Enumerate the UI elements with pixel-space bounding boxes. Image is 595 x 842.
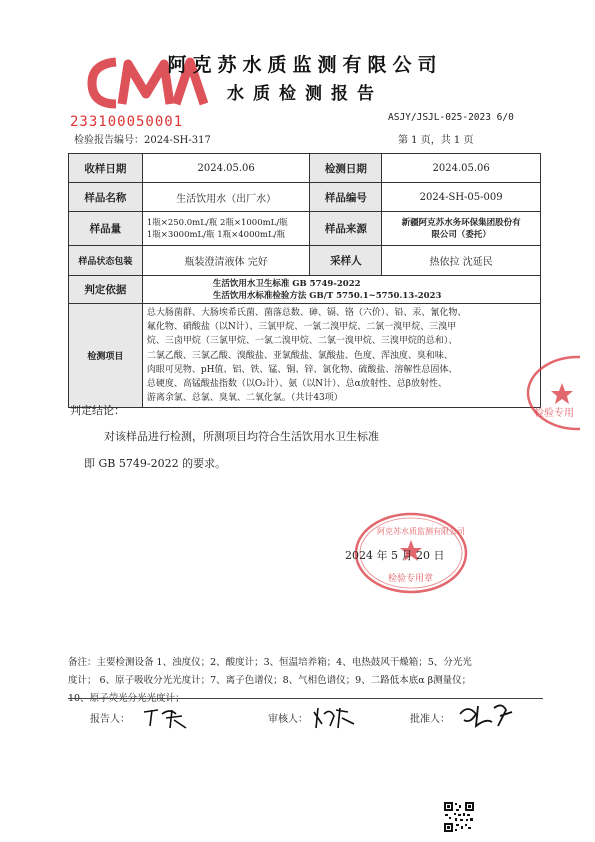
sample-code-label: 样品编号 xyxy=(310,183,382,212)
qr-code xyxy=(444,802,474,832)
sample-source-label: 样品来源 xyxy=(310,212,382,246)
approver xyxy=(410,710,450,725)
report-number-value: 2024-SH-317 xyxy=(144,135,211,146)
reviewer-signature xyxy=(310,704,358,730)
report-number xyxy=(74,131,211,146)
recv-date-label: 收样日期 xyxy=(69,154,143,183)
reporter-signature xyxy=(140,704,190,730)
test-date-label: 检测日期 xyxy=(310,154,382,183)
report-date: 2024 年 5 月 20 日 xyxy=(345,549,445,562)
sample-state-value: 瓶装澄清液体 完好 xyxy=(142,246,310,276)
recv-date-value: 2024.05.06 xyxy=(142,154,310,183)
sampler-label: 采样人 xyxy=(310,246,382,276)
cma-number: 233100050001 xyxy=(70,114,184,130)
sampler-value: 热依拉 沈延民 xyxy=(382,246,541,276)
conclusion-line-1: 对该样品进行检测，所测项目均符合生活饮用水卫生标准 xyxy=(104,430,379,443)
sample-state-label: 样品状态包装 xyxy=(69,246,143,276)
items-line: 游离余氯、总氯、臭氧、二氧化氯。（共计43项） xyxy=(146,393,343,404)
note-line: 度计； 6、原子吸收分光光度计；7、离子色谱仪；8、气相色谱仪；9、二路低本底α β测量仪； xyxy=(68,675,472,686)
approver-label: 批准人： xyxy=(410,714,450,725)
conclusion-line-2: 即 GB 5749-2022 的要求。 xyxy=(84,457,227,470)
reviewer xyxy=(268,710,308,725)
reporter-label: 报告人： xyxy=(90,714,130,725)
items-value xyxy=(142,304,540,408)
items-line: 烷、三卤甲烷（三氯甲烷、一氯二溴甲烷、二氯一溴甲烷、三溴甲烷的总和）、 xyxy=(146,336,458,347)
doc-code: ASJY/JSJL-025-2023 6/0 xyxy=(388,112,514,123)
basis-value xyxy=(142,276,540,304)
items-line: 二氯乙酸、三氯乙酸、溴酸盐、亚氯酸盐、氯酸盐、色度、浑浊度、臭和味、 xyxy=(146,350,453,361)
sample-name-label: 样品名称 xyxy=(69,183,143,212)
items-line: 总大肠菌群、大肠埃希氏菌、菌落总数、砷、镉、铬（六价）、铅、汞、氰化物、 xyxy=(146,308,467,318)
sample-qty-value xyxy=(142,212,310,246)
sample-name-value: 生活饮用水（出厂水） xyxy=(142,183,310,212)
divider xyxy=(68,698,543,699)
info-table xyxy=(68,153,541,408)
seal-company-text: 阿克苏水质监测有限公司 xyxy=(377,527,465,536)
report-number-label: 检验报告编号： xyxy=(74,135,144,146)
items-line: 总硬度、高锰酸盐指数（以O₂计）、氨（以N计）、总α放射性、总β放射性、 xyxy=(146,379,447,390)
company-title: 阿克苏水质监测有限公司 xyxy=(167,54,443,76)
sample-qty-label: 样品量 xyxy=(69,212,143,246)
basis-line-2: 生活饮用水标准检验方法 GB/T 5750.1~5750.13-2023 xyxy=(212,290,442,301)
conclusion-label: 判定结论： xyxy=(70,404,125,417)
reviewer-label: 审核人： xyxy=(268,714,308,725)
side-seal-text: 检验专用 xyxy=(534,408,574,419)
approver-signature xyxy=(456,700,514,730)
qty-line-2: 1瓶×3000mL/瓶 1瓶×4000mL/瓶 xyxy=(146,229,285,240)
page-info: 第 1 页，共 1 页 xyxy=(398,135,474,146)
source-line-2: 限公司（委托） xyxy=(431,229,491,240)
basis-label: 判定依据 xyxy=(69,276,143,304)
reporter xyxy=(90,710,130,725)
sample-code-value: 2024-SH-05-009 xyxy=(382,183,541,212)
note-line: 备注：主要检测设备 1、浊度仪；2、酸度计；3、恒温培养箱；4、电热鼓风干燥箱；5、分光光 xyxy=(68,657,472,668)
qty-line-1: 1瓶×250.0mL/瓶 2瓶×1000mL/瓶 xyxy=(146,217,288,228)
source-line-1: 新疆阿克苏水务环保集团股份有 xyxy=(401,217,521,228)
report-title: 水质检测报告 xyxy=(227,84,383,104)
test-date-value: 2024.05.06 xyxy=(382,154,541,183)
items-label: 检测项目 xyxy=(69,304,143,408)
note-line: 10、原子荧光分光光度计； xyxy=(68,693,185,704)
seal-bottom-text: 检验专用章 xyxy=(388,574,434,584)
items-line: 肉眼可见物、pH值、铝、铁、锰、铜、锌、氯化物、硫酸盐、溶解性总固体、 xyxy=(146,364,458,375)
side-seal xyxy=(520,350,580,436)
sample-source-value xyxy=(382,212,541,246)
items-line: 氟化物、硝酸盐（以N计）、三氯甲烷、一氯二溴甲烷、二氯一溴甲烷、三溴甲 xyxy=(146,322,457,333)
basis-line-1: 生活饮用水卫生标准 GB 5749-2022 xyxy=(212,278,361,289)
